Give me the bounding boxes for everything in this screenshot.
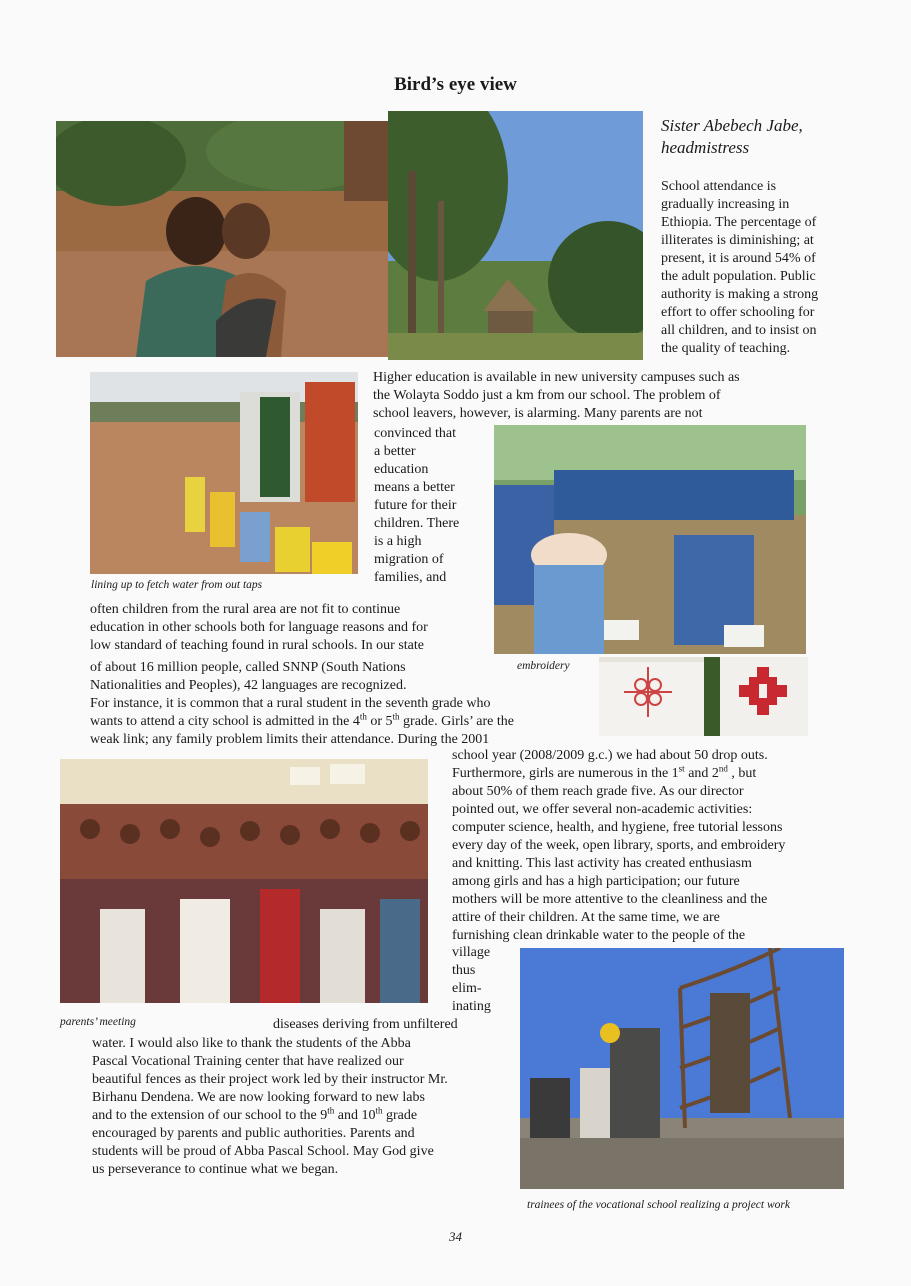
text-fragment: , but (727, 766, 757, 781)
text-line: furnishing clean drinkable water to the people of the (452, 928, 746, 943)
text-line: migration of (374, 552, 444, 567)
text-line: families, and (374, 570, 447, 585)
page-title: Bird’s eye view (394, 74, 517, 95)
caption-trainees: trainees of the vocational school realizing a project work (527, 1199, 790, 1211)
paragraph-narrow (374, 425, 459, 587)
text-line: means a better (374, 480, 455, 495)
author-name: Sister Abebech Jabe, (661, 116, 803, 135)
photo-water-line (90, 372, 358, 574)
text-line: children. There (374, 516, 460, 531)
text-line: Higher education is available in new university campuses such as (373, 370, 740, 385)
text-line: often children from the rural area are not fit to continue (90, 602, 401, 617)
paragraph-village-narrow (452, 944, 491, 1016)
text-line: future for their (374, 498, 457, 513)
page-number: 34 (449, 1229, 462, 1244)
text-line: Birhanu Dendena. We are now looking forward to new labs (92, 1090, 425, 1105)
text-line: village (452, 945, 491, 960)
text-line: gradually increasing in (661, 197, 790, 212)
text-line: low standard of teaching found in rural schools. In our state (90, 638, 424, 653)
text-line: convinced that (374, 426, 457, 441)
text-line: attire of their children. At the same time, we are (452, 910, 720, 925)
superscript: th (359, 711, 367, 722)
paragraph-thanks (92, 1035, 448, 1179)
text-line: illiterates is diminishing; at (661, 233, 814, 248)
superscript: th (392, 711, 400, 722)
paragraph-girls (90, 695, 514, 749)
author-title: headmistress (661, 138, 750, 157)
paragraph-activities (452, 747, 785, 945)
text-line: pointed out, we offer several non-academic activities: (452, 802, 753, 817)
text-line: Nationalities and Peoples), 42 languages are recognized. (90, 678, 407, 693)
text-line: thus (452, 963, 476, 978)
superscript: st (678, 763, 685, 774)
text-line (90, 713, 514, 731)
text-line: authority is making a strong (661, 287, 819, 302)
paragraph-rural (90, 601, 428, 695)
text-fragment: wants to attend a city school is admitted in the 4 (90, 714, 360, 729)
text-line: encouraged by parents and public authorities. Parents and (92, 1126, 415, 1141)
text-line: mothers will be more attentive to the cleanliness and the (452, 892, 768, 907)
paragraph-higher-education (373, 369, 740, 423)
text-line: among girls and has a high participation; our future (452, 874, 740, 889)
text-line: Pascal Vocational Training center that have realized our (92, 1054, 404, 1069)
text-fragment: or 5 (366, 714, 393, 729)
text-line (452, 765, 785, 783)
text-line: beautiful fences as their project work led by their instructor Mr. (92, 1072, 448, 1087)
text-line: Ethiopia. The percentage of (661, 215, 817, 230)
text-line: students will be proud of Abba Pascal School. May God give (92, 1144, 434, 1159)
superscript: th (327, 1105, 335, 1116)
text-line: about 50% of them reach grade five. As our director (452, 784, 744, 799)
photo-hut (388, 111, 643, 360)
text-line: is a high (374, 534, 422, 549)
text-line: education in other schools both for language reasons and for (90, 620, 428, 635)
superscript: nd (718, 763, 728, 774)
text-fragment: grade. Girls’ are the (399, 714, 514, 729)
text-line: the Wolayta Soddo just a km from our school. The problem of (373, 388, 721, 403)
text-line: the quality of teaching. (661, 341, 791, 356)
text-line: water. I would also like to thank the students of the Abba (92, 1036, 411, 1051)
text-line: school year (2008/2009 g.c.) we had about 50 drop outs. (452, 748, 768, 763)
photo-trainees (520, 948, 844, 1189)
text-fragment: Furthermore, girls are numerous in the 1 (452, 766, 679, 781)
text-line: the adult population. Public (661, 269, 816, 284)
text-line: present, it is around 54% of (661, 251, 816, 266)
photo-embroidery (599, 657, 808, 736)
text-line: school leavers, however, is alarming. Many parents are not (373, 406, 703, 421)
text-line: of about 16 million people, called SNNP (South Nations (90, 660, 406, 675)
text-line: us perseverance to continue what we began. (92, 1162, 339, 1177)
intro-paragraph (661, 178, 818, 358)
text-line: computer science, health, and hygiene, free tutorial lessons (452, 820, 783, 835)
text-line: and knitting. This last activity has created enthusiasm (452, 856, 752, 871)
text-line: a better (374, 444, 416, 459)
photo-children (56, 121, 388, 357)
text-fragment: grade (382, 1108, 418, 1123)
photo-parents-meeting (60, 759, 428, 1003)
text-fragment: and 2 (684, 766, 719, 781)
text-line: elim- (452, 981, 482, 996)
text-line: School attendance is (661, 179, 777, 194)
text-fragment: and to the extension of our school to the 9 (92, 1108, 328, 1123)
photo-classroom (494, 425, 806, 654)
text-line: education (374, 462, 429, 477)
caption-parents: parents’ meeting (60, 1016, 136, 1028)
text-line (92, 1107, 448, 1125)
text-line: all children, and to insist on (661, 323, 817, 338)
text-fragment: and 10 (334, 1108, 376, 1123)
caption-embroidery: embroidery (517, 660, 570, 672)
text-line: effort to offer schooling for (661, 305, 815, 320)
text-line: weak link; any family problem limits their attendance. During the 2001 (90, 732, 490, 747)
text-line: inating (452, 999, 491, 1014)
superscript: th (375, 1105, 383, 1116)
text-line: For instance, it is common that a rural student in the seventh grade who (90, 696, 491, 711)
text-line: every day of the week, open library, sports, and embroidery (452, 838, 786, 853)
text-line: diseases deriving from unfiltered (273, 1017, 458, 1032)
caption-water: lining up to fetch water from out taps (91, 579, 263, 591)
